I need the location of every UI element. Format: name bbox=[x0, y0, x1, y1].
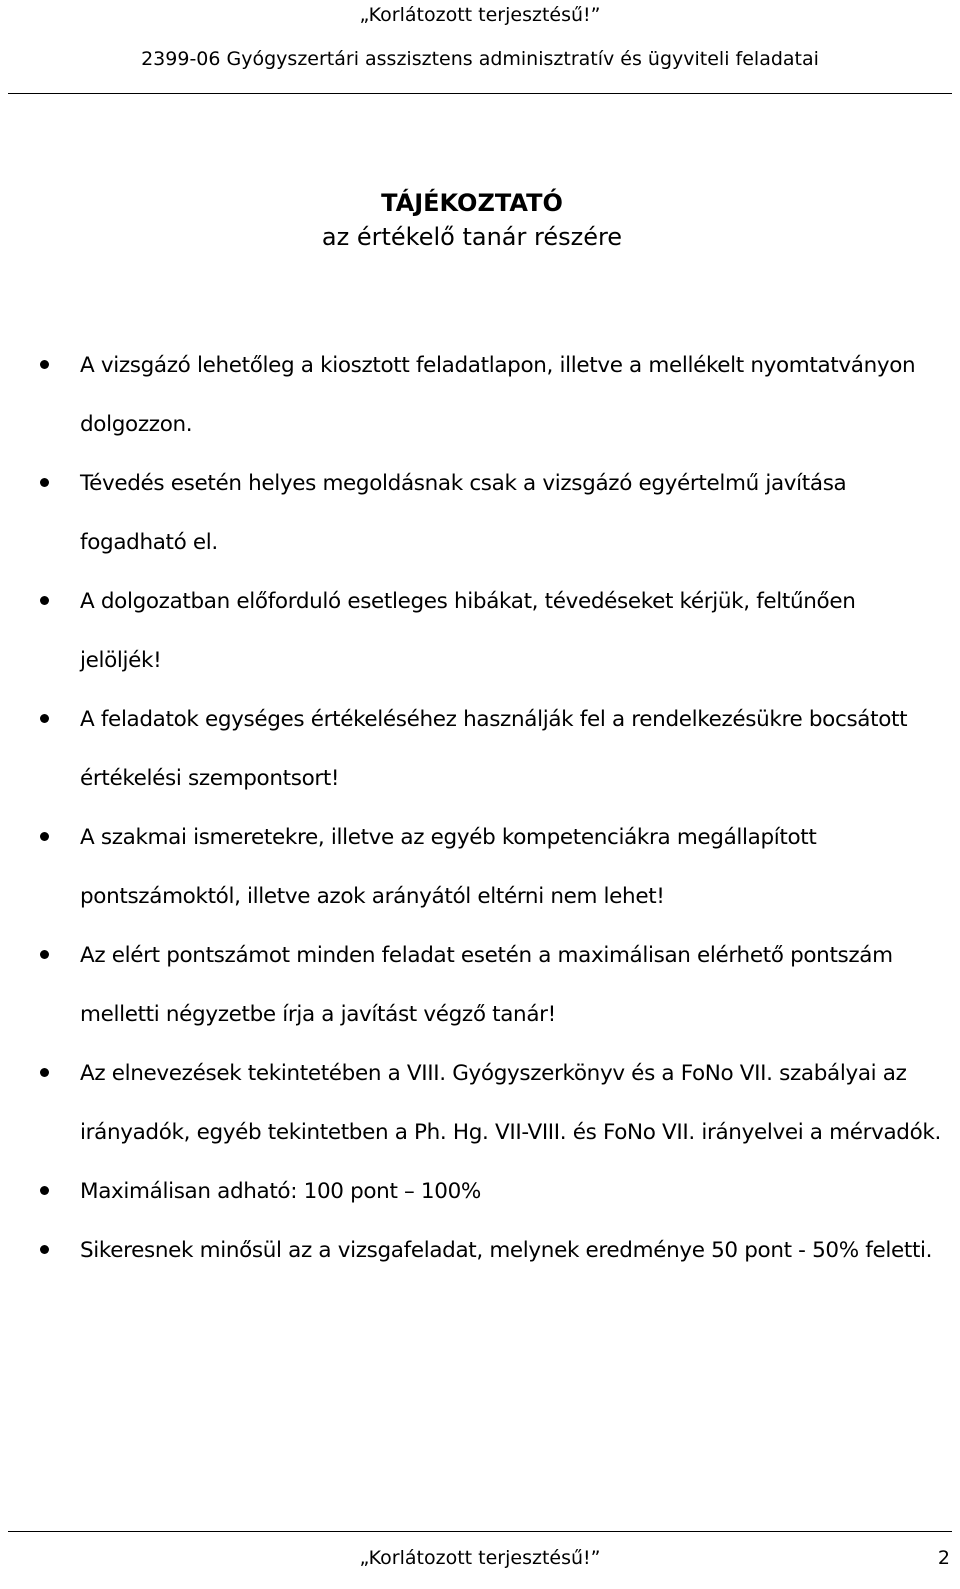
header-divider bbox=[8, 93, 952, 94]
list-item-text: Tévedés esetén helyes megoldásnak csak a vizsgázó egyértelmű javítása fogadható el. bbox=[80, 471, 847, 555]
list-item-text: A feladatok egységes értékeléséhez használják fel a rendelkezésükre bocsátott értékelési szempontsort! bbox=[80, 707, 908, 791]
list-item bbox=[0, 1162, 960, 1221]
instruction-list bbox=[0, 336, 960, 1280]
document-title: TÁJÉKOZTATÓ bbox=[381, 189, 563, 217]
bullet-icon bbox=[40, 360, 49, 369]
bullet-icon bbox=[40, 596, 49, 605]
list-item-text: A szakmai ismeretekre, illetve az egyéb kompetenciákra megállapított pontszámoktól, illetve azok arányától eltérni nem lehet! bbox=[80, 825, 817, 909]
bullet-icon bbox=[40, 1245, 49, 1254]
bullet-icon bbox=[40, 1068, 49, 1077]
list-item bbox=[0, 572, 960, 690]
list-item-text: Maximálisan adható: 100 pont – 100% bbox=[80, 1179, 481, 1204]
page-number: 2 bbox=[937, 1547, 950, 1569]
list-item-text: Az elért pontszámot minden feladat esetén a maximálisan elérhető pontszám melletti négyzetbe írja a javítást végző tanár! bbox=[80, 943, 893, 1027]
list-item-text: Az elnevezések tekintetében a VIII. Gyógyszerkönyv és a FoNo VII. szabályai az irányadók, egyéb tekintetben a Ph. Hg. VII-VIII. és FoNo VII. irányelvei a mérvadók. bbox=[80, 1061, 941, 1145]
bullet-icon bbox=[40, 950, 49, 959]
bullet-icon bbox=[40, 1186, 49, 1195]
list-item-text: A vizsgázó lehetőleg a kiosztott feladatlapon, illetve a mellékelt nyomtatványon dolgozzon. bbox=[80, 353, 916, 437]
bullet-icon bbox=[40, 478, 49, 487]
footer-restriction-notice: „Korlátozott terjesztésű!” bbox=[359, 1547, 601, 1569]
header-course-title: 2399-06 Gyógyszertári asszisztens adminisztratív és ügyviteli feladatai bbox=[141, 48, 819, 70]
list-item bbox=[0, 808, 960, 926]
list-item bbox=[0, 926, 960, 1044]
list-item bbox=[0, 1044, 960, 1162]
list-item bbox=[0, 336, 960, 454]
header-restriction-notice: „Korlátozott terjesztésű!” bbox=[359, 4, 601, 26]
bullet-icon bbox=[40, 832, 49, 841]
list-item bbox=[0, 1221, 960, 1280]
bullet-icon bbox=[40, 714, 49, 723]
footer-divider bbox=[8, 1531, 952, 1532]
list-item-text: Sikeresnek minősül az a vizsgafeladat, melynek eredménye 50 pont - 50% feletti. bbox=[80, 1238, 933, 1263]
list-item bbox=[0, 454, 960, 572]
list-item bbox=[0, 690, 960, 808]
list-item-text: A dolgozatban előforduló esetleges hibákat, tévedéseket kérjük, feltűnően jelöljék! bbox=[80, 589, 856, 673]
document-subtitle: az értékelő tanár részére bbox=[321, 223, 623, 251]
